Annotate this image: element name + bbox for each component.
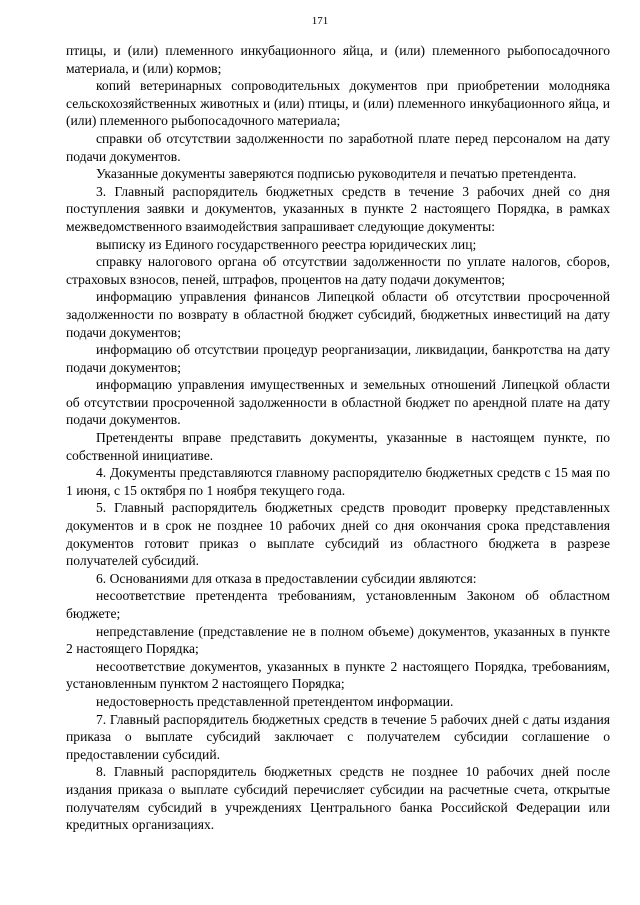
document-body — [66, 42, 610, 834]
paragraph: выписку из Единого государственного реестра юридических лиц; — [96, 236, 477, 252]
paragraph: 8. Главный распорядитель бюджетных средств не позднее 10 рабочих дней после издания приказа о выплате субсидий перечисляет субсидии на расчетные счета, открытые получателям субсидий в учреждениях Центрального банка Российской Федерации или кредитных организациях. — [66, 764, 610, 833]
paragraph: 3. Главный распорядитель бюджетных средств в течение 3 рабочих дней со дня поступления заявки и документов, указанных в пункте 2 настоящего Порядка, в рамках межведомственного взаимодействия запрашивает следующие документы: — [66, 183, 610, 234]
paragraph: 5. Главный распорядитель бюджетных средств проводит проверку представленных документов и в срок не позднее 10 рабочих дней со дня окончания срока представления документов готовит приказ о выплате субсидий из областного бюджета в разрезе получателей субсидий. — [66, 500, 610, 569]
paragraph: справку налогового органа об отсутствии задолженности по уплате налогов, сборов, страховых взносов, пеней, штрафов, процентов на дату подачи документов; — [66, 254, 610, 287]
paragraph: несоответствие претендента требованиям, установленным Законом об областном бюджете; — [66, 588, 610, 621]
paragraph: справки об отсутствии задолженности по заработной плате перед персоналом на дату подачи документов. — [66, 130, 610, 164]
paragraph: копий ветеринарных сопроводительных документов при приобретении молодняка сельскохозяйственных животных и (или) птицы, и (или) племенного инкубационного яйца, и (или) племенного рыбопосадочного материала; — [66, 78, 610, 129]
paragraph: 7. Главный распорядитель бюджетных средств в течение 5 рабочих дней с даты издания приказа о выплате субсидий заключает с получателем субсидии соглашение о предоставлении субсидий. — [66, 711, 610, 762]
paragraph: информацию об отсутствии процедур реорганизации, ликвидации, банкротства на дату подачи документов; — [66, 342, 610, 375]
paragraph: недостоверность представленной претендентом информации. — [96, 693, 454, 709]
paragraph: 6. Основаниями для отказа в предоставлении субсидии являются: — [96, 570, 477, 586]
paragraph: информацию управления имущественных и земельных отношений Липецкой области об отсутствии просроченной задолженности в областной бюджет по арендной плате на дату подачи документов. — [66, 377, 610, 428]
paragraph: несоответствие документов, указанных в пункте 2 настоящего Порядка, требованиям, установленным пунктом 2 настоящего Порядка; — [66, 658, 610, 692]
page-number: 171 — [311, 15, 329, 27]
paragraph: 4. Документы представляются главному распорядителю бюджетных средств с 15 мая по 1 июня, с 15 октября по 1 ноября текущего года. — [66, 465, 610, 498]
paragraph: Претенденты вправе представить документы, указанные в настоящем пункте, по собственной инициативе. — [66, 430, 610, 463]
paragraph: Указанные документы заверяются подписью руководителя и печатью претендента. — [96, 166, 577, 182]
paragraph: непредставление (представление не в полном объеме) документов, указанных в пункте 2 настоящего Порядка; — [66, 623, 610, 657]
paragraph: информацию управления финансов Липецкой области об отсутствии просроченной задолженности по возврату в областной бюджет субсидий, бюджетных инвестиций на дату подачи документов; — [66, 289, 610, 340]
paragraph: птицы, и (или) племенного инкубационного яйца, и (или) племенного рыбопосадочного материала, и (или) кормов; — [66, 43, 610, 76]
